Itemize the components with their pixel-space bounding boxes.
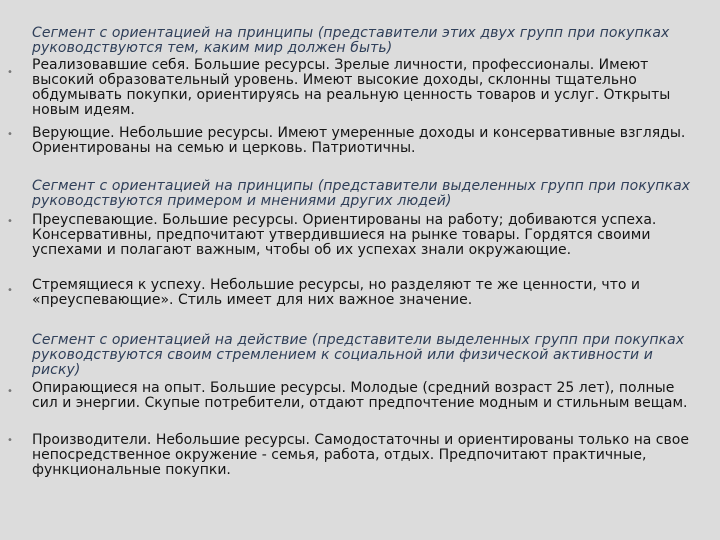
section-3-heading: Сегмент с ориентацией на действие (представители выделенных групп при покупках руководствуются своим стремлением к социальной или физической активности и риску) xyxy=(32,332,685,378)
section-2-heading: Сегмент с ориентацией на принципы (представители выделенных групп при покупках руководствуются примером и мнениями других людей) xyxy=(32,178,691,209)
bullet-icon: • xyxy=(7,67,13,78)
section-1-heading: Сегмент с ориентацией на принципы (представители этих двух групп при покупках руководствуются тем, каким мир должен быть) xyxy=(32,25,670,56)
section-2-item-1-text: Преуспевающие. Большие ресурсы. Ориентированы на работу; добиваются успеха. Консервативны, предпочитают утвердившиеся на рынке товары. Гордятся своими успехами и полагают важным, чтобы об их успехах знали окружающие. xyxy=(32,212,657,258)
section-3-item-1-text: Опирающиеся на опыт. Большие ресурсы. Молодые (средний возраст 25 лет), полные сил и энергии. Скупые потребители, отдают предпочтение модным и стильным вещам. xyxy=(32,380,688,411)
section-1-item-2-text: Верующие. Небольшие ресурсы. Имеют умеренные доходы и консервативные взгляды. Ориентированы на семью и церковь. Патриотичны. xyxy=(32,125,686,156)
bullet-icon: • xyxy=(7,435,13,446)
section-1-item-1-text: Реализовавшие себя. Большие ресурсы. Зрелые личности, профессионалы. Имеют высокий образовательный уровень. Имеют высокие доходы, склонны тщательно обдумывать покупки, ориентируясь на реальную ценность товаров и услуг. Открыты новым идеям. xyxy=(32,57,671,118)
bullet-icon: • xyxy=(7,285,13,296)
bullet-icon: • xyxy=(7,216,13,227)
section-3-item-2-text: Производители. Небольшие ресурсы. Самодостаточны и ориентированы только на свое непосредственное окружение - семья, работа, отдых. Предпочитают практичные, функциональные покупки. xyxy=(32,432,689,478)
bullet-icon: • xyxy=(7,386,13,397)
bullet-icon: • xyxy=(7,129,13,140)
section-2-item-2-text: Стремящиеся к успеху. Небольшие ресурсы, но разделяют те же ценности, что и «преуспевающие». Стиль имеет для них важное значение. xyxy=(32,277,640,308)
